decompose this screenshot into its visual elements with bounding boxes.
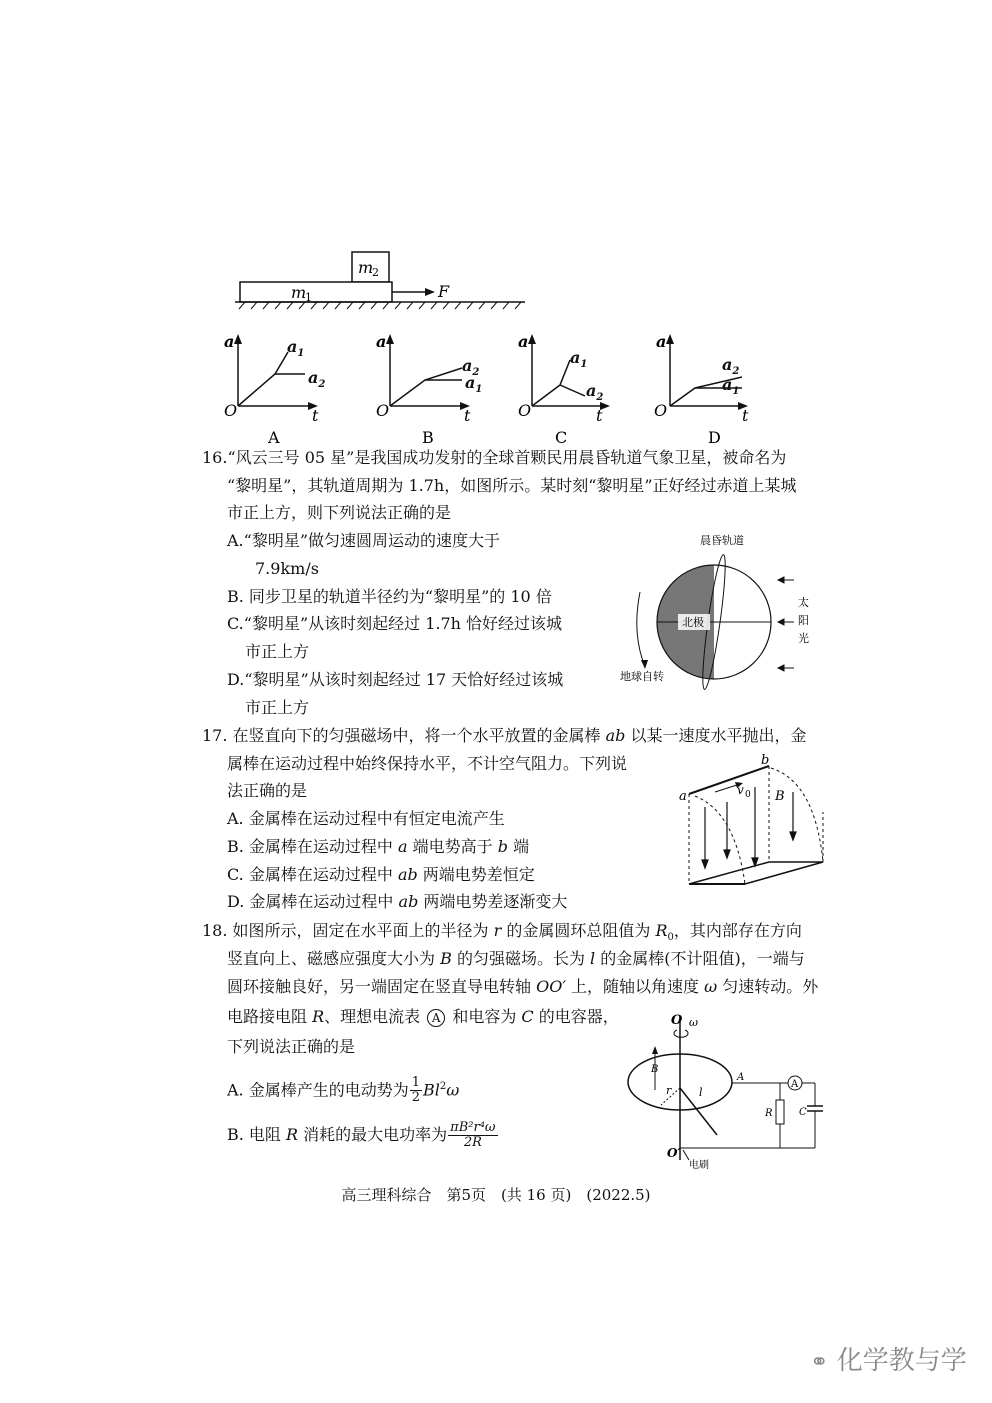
q17-stem-2: 属棒在运动过程中始终保持水平，不计空气阻力。下列说 [227,754,628,773]
svg-text:A: A [737,1072,745,1083]
sunlight-arrows [778,577,794,671]
svg-text:阳: 阳 [798,614,809,627]
svg-text:晨昏轨道: 晨昏轨道 [700,534,744,547]
svg-text:C: C [799,1107,807,1118]
svg-text:O: O [376,401,390,420]
svg-text:O′: O′ [667,1146,681,1160]
q17-stem-3: 法正确的是 [227,781,308,800]
graph-a [224,332,319,447]
q16-option-a: A.“黎明星”做匀速圆周运动的速度大于 [227,531,501,550]
svg-text:b: b [761,753,770,768]
q17-option-c: C. 金属棒在运动过程中 ab 两端电势差恒定 [227,865,535,884]
q16-stem-2: “黎明星”，其轨道周期为 1.7h，如图所示。某时刻“黎明星”正好经过赤道上某城 [227,476,797,495]
svg-text:R: R [765,1108,773,1119]
q17-option-d: D. 金属棒在运动过程中 ab 两端电势差逐渐变大 [227,892,568,911]
svg-text:O: O [654,401,668,420]
m1-label: m [291,283,307,302]
q16-stem-3: 市正上方，则下列说法正确的是 [227,503,452,522]
option-label-a: A [268,428,280,447]
svg-text:光: 光 [798,632,809,645]
ammeter-icon: A [791,1079,799,1090]
q18-circuit-figure [625,1010,840,1172]
q17-option-a: A. 金属棒在运动过程中有恒定电流产生 [227,809,505,828]
m2-label: m [358,258,374,277]
svg-text:O: O [224,401,238,420]
q17-stem-1: 17. 在竖直向下的匀强磁场中，将一个水平放置的金属棒 ab 以某一速度水平抛出，金 [202,726,807,745]
svg-text:v: v [737,783,744,797]
q17-option-b: B. 金属棒在运动过程中 a 端电势高于 b 端 [227,837,530,856]
q18-stem-5: 下列说法正确的是 [227,1037,356,1056]
wechat-icon: ⚭ [810,1350,829,1375]
ground-hatch [239,302,521,309]
q18-stem-3: 圆环接触良好，另一端固定在竖直导电转轴 OO′ 上，随轴以角速度 ω 匀速转动。外 [227,977,819,996]
q16-option-c: C.“黎明星”从该时刻起经过 1.7h 恰好经过该城 [227,614,563,633]
svg-text:t: t [312,406,319,425]
block-m1 [240,282,392,302]
svg-text:t: t [742,406,749,425]
svg-text:1: 1 [305,291,312,304]
option-label-c: C [555,428,568,447]
svg-text:r: r [666,1084,672,1097]
svg-text:太: 太 [798,596,809,609]
svg-text:北极: 北极 [682,616,704,629]
q16-stem-1: 16.“风云三号 05 星”是我国成功发射的全球首颗民用晨昏轨道气象卫星，被命名为 [202,448,787,467]
q18-option-a: A. 金属棒产生的电动势为 $\frac{1}{2}$ Bl$^2$ω [227,1075,460,1106]
q16-option-d-cont: 市正上方 [245,698,310,717]
svg-text:电刷: 电刷 [689,1160,709,1171]
svg-text:2: 2 [372,266,379,279]
svg-text:t: t [464,406,471,425]
svg-text:a: a [518,332,529,351]
svg-text:O: O [671,1013,683,1028]
q18-stem-4: 电路接电阻 R、理想电流表 A 和电容为 C 的电容器， [227,1007,619,1026]
svg-text:a: a [224,332,235,351]
svg-text:l: l [699,1086,703,1099]
q18-option-b: B. 电阻 R 消耗的最大电功率为 $\frac{\text{πB²r⁴ω}}{2R}$ [227,1120,496,1150]
svg-text:0: 0 [745,790,751,800]
svg-text:t: t [596,406,603,425]
svg-text:B: B [651,1064,659,1075]
graph-b [376,332,471,447]
ammeter-icon: A [427,1009,445,1027]
svg-text:a: a [656,332,667,351]
svg-text:B: B [775,789,785,804]
q16-option-b: B. 同步卫星的轨道半径约为“黎明星”的 10 倍 [227,587,552,606]
q18-stem-1: 18. 如图所示，固定在水平面上的半径为 r 的金属圆环总阻值为 $R_0$，其内部存在方向 [202,921,802,944]
rotation-arrow-icon [641,660,648,669]
q16-option-c-cont: 市正上方 [245,642,310,661]
svg-text:O: O [518,401,532,420]
q16-earth-figure [612,532,832,697]
svg-text:ω: ω [689,1016,698,1029]
option-label-b: B [422,428,434,447]
q16-option-d: D.“黎明星”从该时刻起经过 17 天恰好经过该城 [227,670,564,689]
page-footer: 高三理科综合 第5页 (共 16 页) (2022.5) [341,1186,651,1204]
force-arrow-icon [425,288,435,296]
q18-stem-2: 竖直向上、磁感应强度大小为 B 的匀强磁场。长为 l 的金属棒(不计阻值)，一端与 [227,949,805,968]
watermark: ⚭ 化学教与学 [810,1346,967,1376]
force-label: F [438,282,450,301]
q16-option-a-cont: 7.9km/s [255,559,319,578]
q17-magnetic-field-figure [675,752,835,894]
option-label-d: D [708,428,721,447]
block-figure [225,245,545,315]
svg-text:a: a [679,789,687,804]
svg-text:地球自转: 地球自转 [620,670,664,683]
svg-text:a: a [376,332,387,351]
